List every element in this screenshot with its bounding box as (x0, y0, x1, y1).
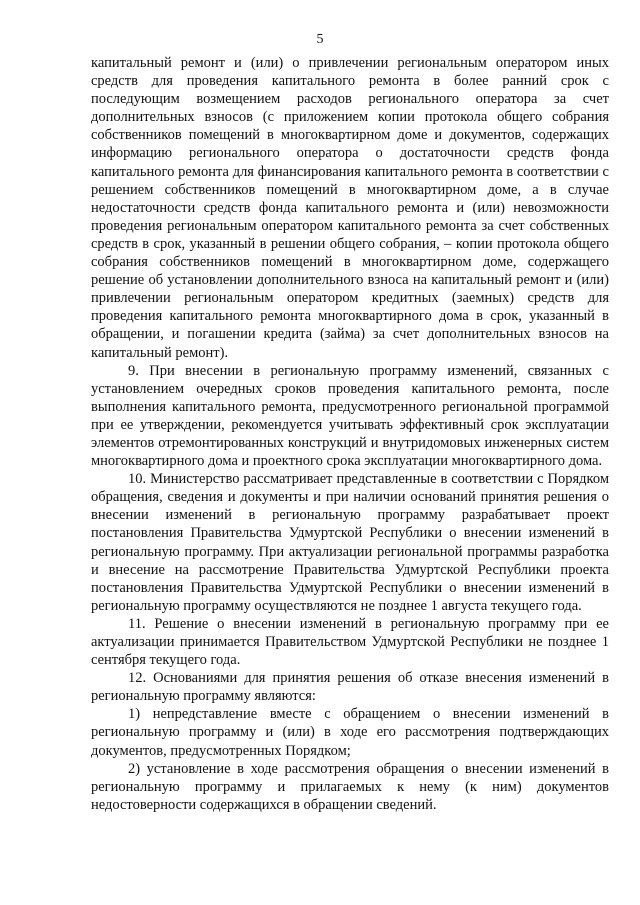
paragraph-continuation: капитальный ремонт и (или) о привлечении региональным оператором иных средств для проведения капитального ремонта в более ранний срок с последующим возмещением расходов регионального оператора за счет дополнительных взносов (с приложением копии протокола общего собрания собственников помещений в многоквартирном доме и документов, содержащих информацию регионального оператора о достаточности средств фонда капитального ремонта для финансирования капитального ремонта в соответствии с решением собственников помещений в многоквартирном доме, а в случае недостаточности средств фонда капитального ремонта и (или) невозможности проведения региональным оператором капитального ремонта за счет собственных средств в срок, указанный в решении общего собрания, – копии протокола общего собрания собственников помещений в многоквартирном доме, содержащего решение об установлении дополнительного взноса на капитальный ремонт и (или) привлечении региональным оператором кредитных (заемных) средств для проведения капитального ремонта многоквартирного дома в срок, указанный в обращении, и погашении кредита (займа) за счет дополнительных взносов на капитальный ремонт). (91, 55, 609, 361)
document-body (91, 54, 609, 814)
paragraph-item-10: 10. Министерство рассматривает представленные в соответствии с Порядком обращения, сведения и документы и при наличии оснований принятия решения о внесении изменений в региональную программу разрабатывает проект постановления Правительства Удмуртской Республики о внесении изменений в региональную программу. При актуализации региональной программы разработка и внесение на рассмотрение Правительства Удмуртской Республики проекта постановления Правительства Удмуртской Республики о внесении изменений в региональную программу осуществляются не позднее 1 августа текущего года. (91, 471, 609, 614)
paragraph-item-9: 9. При внесении в региональную программу изменений, связанных с установлением очередных сроков проведения капитального ремонта, после выполнения капитального ремонта, предусмотренного региональной программой при ее утверждении, рекомендуется учитывать эффективный срок эксплуатации элементов отремонтированных конструкций и внутридомовых инженерных систем многоквартирного дома и проектного срока эксплуатации многоквартирного дома. (91, 362, 609, 470)
paragraph-subitem-1: 1) непредставление вместе с обращением о внесении изменений в региональную программу и (или) в ходе его рассмотрения подтверждающих документов, предусмотренных Порядком; (91, 706, 609, 759)
paragraph-item-11: 11. Решение о внесении изменений в региональную программу при ее актуализации принимается Правительством Удмуртской Республики не позднее 1 сентября текущего года. (91, 615, 609, 669)
page-number: 5 (316, 32, 324, 47)
paragraph-subitem-2: 2) установление в ходе рассмотрения обращения о внесении изменений в региональную программу и прилагаемых к нему (к ним) документов недостоверности содержащихся в обращении сведений. (91, 760, 609, 813)
paragraph-item-12: 12. Основаниями для принятия решения об отказе внесения изменений в региональную программу являются: (91, 670, 609, 705)
